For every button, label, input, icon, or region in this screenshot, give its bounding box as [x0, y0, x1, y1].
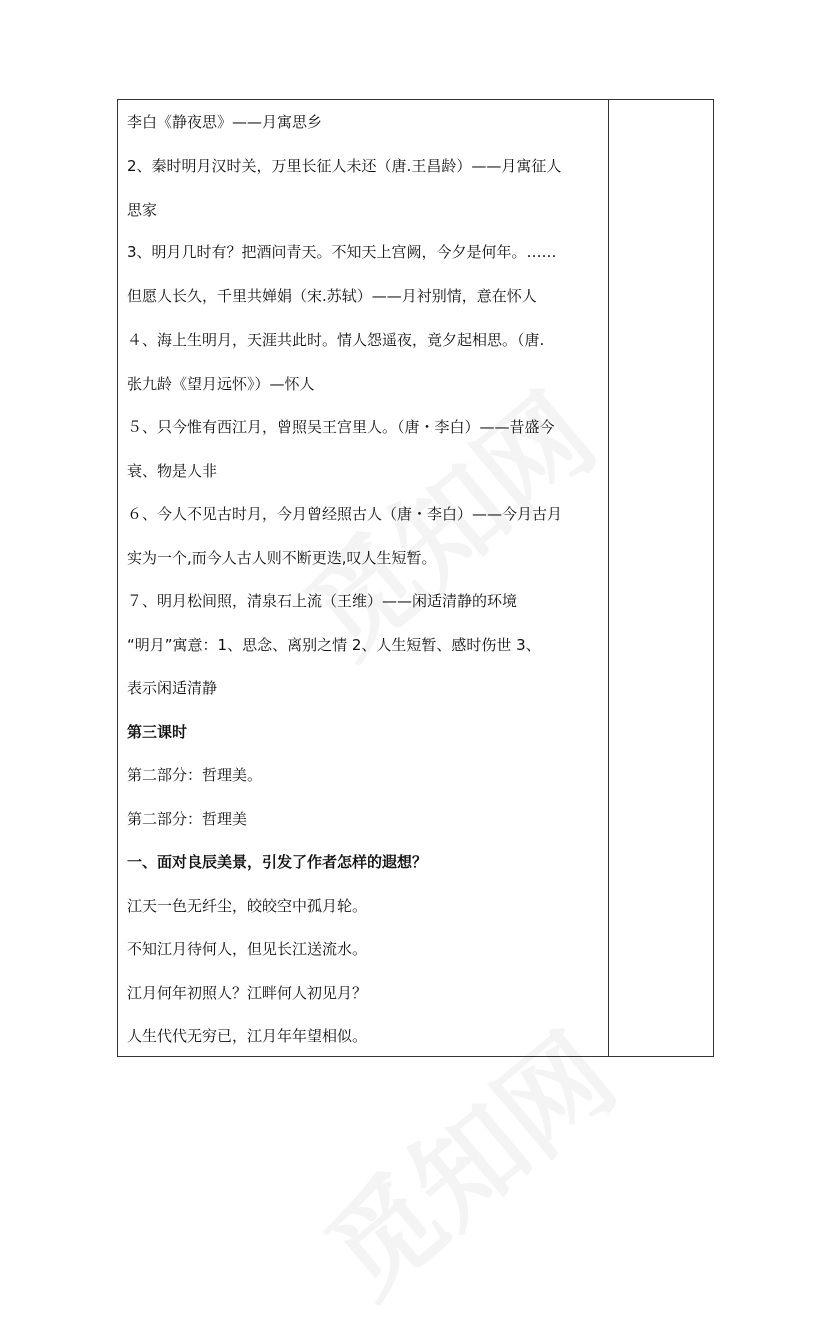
text-line: 江月何年初照人？江畔何人初见月？ [127, 984, 368, 1002]
text-line: 张九龄《望月远怀》）—怀人 [127, 375, 315, 393]
notes-cell [609, 100, 713, 1056]
text-line: 第二部分：哲理美 [127, 810, 248, 828]
text-line: 第三课时 [127, 723, 188, 741]
text-line: ５、只今惟有西江月，曾照吴王宫里人。（唐・李白）——昔盛今 [127, 418, 555, 436]
text-line: 衰、物是人非 [127, 462, 218, 480]
text-line: 第二部分：哲理美。 [127, 766, 263, 784]
text-line: 思家 [127, 201, 158, 219]
text-line: 但愿人长久，千里共婵娟（宋.苏轼）——月衬别情，意在怀人 [127, 287, 537, 305]
text-line: 一、面对良辰美景，引发了作者怎样的遐想？ [127, 853, 428, 871]
text-line: ７、明月松间照，清泉石上流（王维）——闲适清静的环境 [127, 592, 518, 610]
text-line: ６、今人不见古时月，今月曾经照古人（唐・李白）——今月古月 [127, 505, 563, 523]
text-line: 人生代代无穷已，江月年年望相似。 [127, 1027, 368, 1045]
text-line: “明月”寓意：1、思念、离别之情 2、人生短暂、感时伤世 3、 [127, 636, 541, 654]
text-line: 不知江月待何人，但见长江送流水。 [127, 940, 368, 958]
text-line: 江天一色无纤尘，皎皎空中孤月轮。 [127, 897, 368, 915]
text-line: 3、明月几时有？把酒问青天。不知天上宫阙，今夕是何年。…… [127, 243, 557, 261]
text-line: 李白《静夜思》——月寓思乡 [127, 113, 323, 131]
text-line: 2、秦时明月汉时关，万里长征人未还（唐.王昌龄）——月寓征人 [127, 157, 562, 175]
text-line: ４、海上生明月，天涯共此时。情人怨遥夜，竟夕起相思。（唐. [127, 331, 545, 349]
text-line: 实为一个,而今人古人则不断更迭,叹人生短暂。 [127, 549, 437, 567]
text-line: 表示闲适清静 [127, 679, 218, 697]
